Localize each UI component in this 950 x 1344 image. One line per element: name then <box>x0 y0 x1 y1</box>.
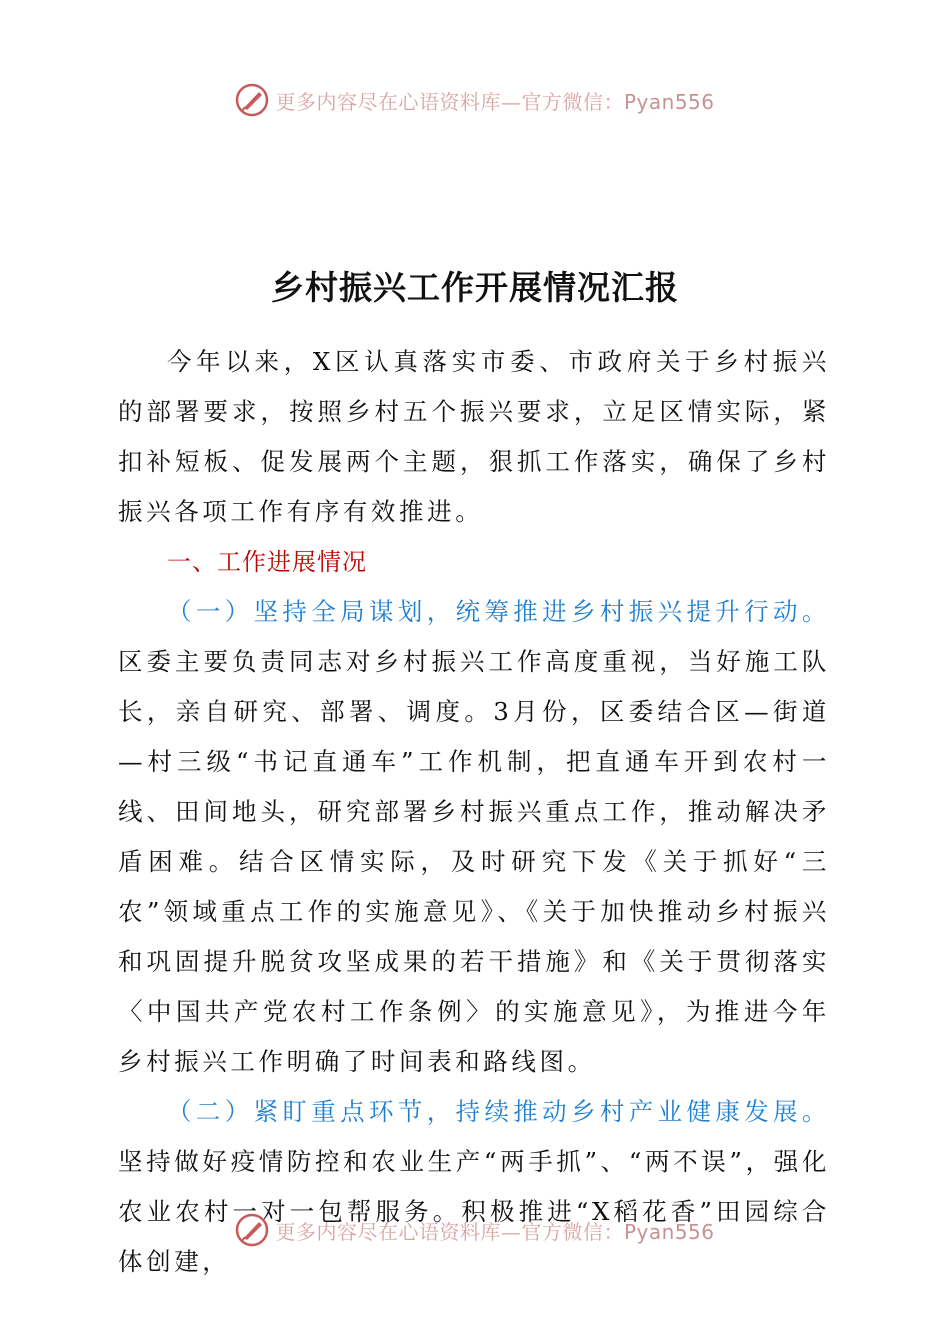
quill-pen-logo-icon <box>235 83 269 117</box>
document-body <box>118 337 830 1287</box>
intro-paragraph: 今年以来，X区认真落实市委、市政府关于乡村振兴的部署要求，按照乡村五个振兴要求，立足区情实际，紧扣补短板、促发展两个主题，狠抓工作落实，确保了乡村振兴各项工作有序有效推进。 <box>118 347 830 526</box>
item-2-paragraph <box>118 1087 830 1287</box>
watermark-text <box>275 1216 714 1245</box>
watermark-text-cn: 更多内容尽在心语资料库—官方微信： <box>275 1219 624 1244</box>
item-2-heading: （二）紧盯重点环节，持续推动乡村产业健康发展。 <box>167 1097 830 1126</box>
quill-pen-logo-icon <box>235 1213 269 1247</box>
document-title: 乡村振兴工作开展情况汇报 <box>271 268 679 307</box>
watermark-wechat-id: Pyan556 <box>623 1219 715 1244</box>
section-heading: 一、工作进展情况 <box>167 548 367 576</box>
header-watermark-banner <box>0 80 950 120</box>
item-2-body: 坚持做好疫情防控和农业生产“两手抓”、“两不误”，强化农业农村一对一包帮服务。积极推进“X稻花香”田园综合体创建， <box>118 1147 830 1276</box>
item-1-paragraph <box>118 587 830 1087</box>
item-1-body: 区委主要负责同志对乡村振兴工作高度重视，当好施工队长，亲自研究、部署、调度。3月份，区委结合区—街道—村三级“书记直通车”工作机制，把直通车开到农村一线、田间地头，研究部署乡村振兴重点工作，推动解决矛盾困难。结合区情实际，及时研究下发《关于抓好“三农”领域重点工作的实施意见》、《关于加快推动乡村振兴和巩固提升脱贫攻坚成果的若干措施》和《关于贯彻落实〈中国共产党农村工作条例〉的实施意见》，为推进今年乡村振兴工作明确了时间表和路线图。 <box>118 647 830 1076</box>
footer-watermark-banner <box>0 1210 950 1250</box>
watermark-text-cn: 更多内容尽在心语资料库—官方微信： <box>275 89 624 114</box>
watermark-wechat-id: Pyan556 <box>623 89 715 114</box>
watermark-text <box>275 86 714 115</box>
item-1-heading: （一）坚持全局谋划，统筹推进乡村振兴提升行动。 <box>167 597 830 626</box>
